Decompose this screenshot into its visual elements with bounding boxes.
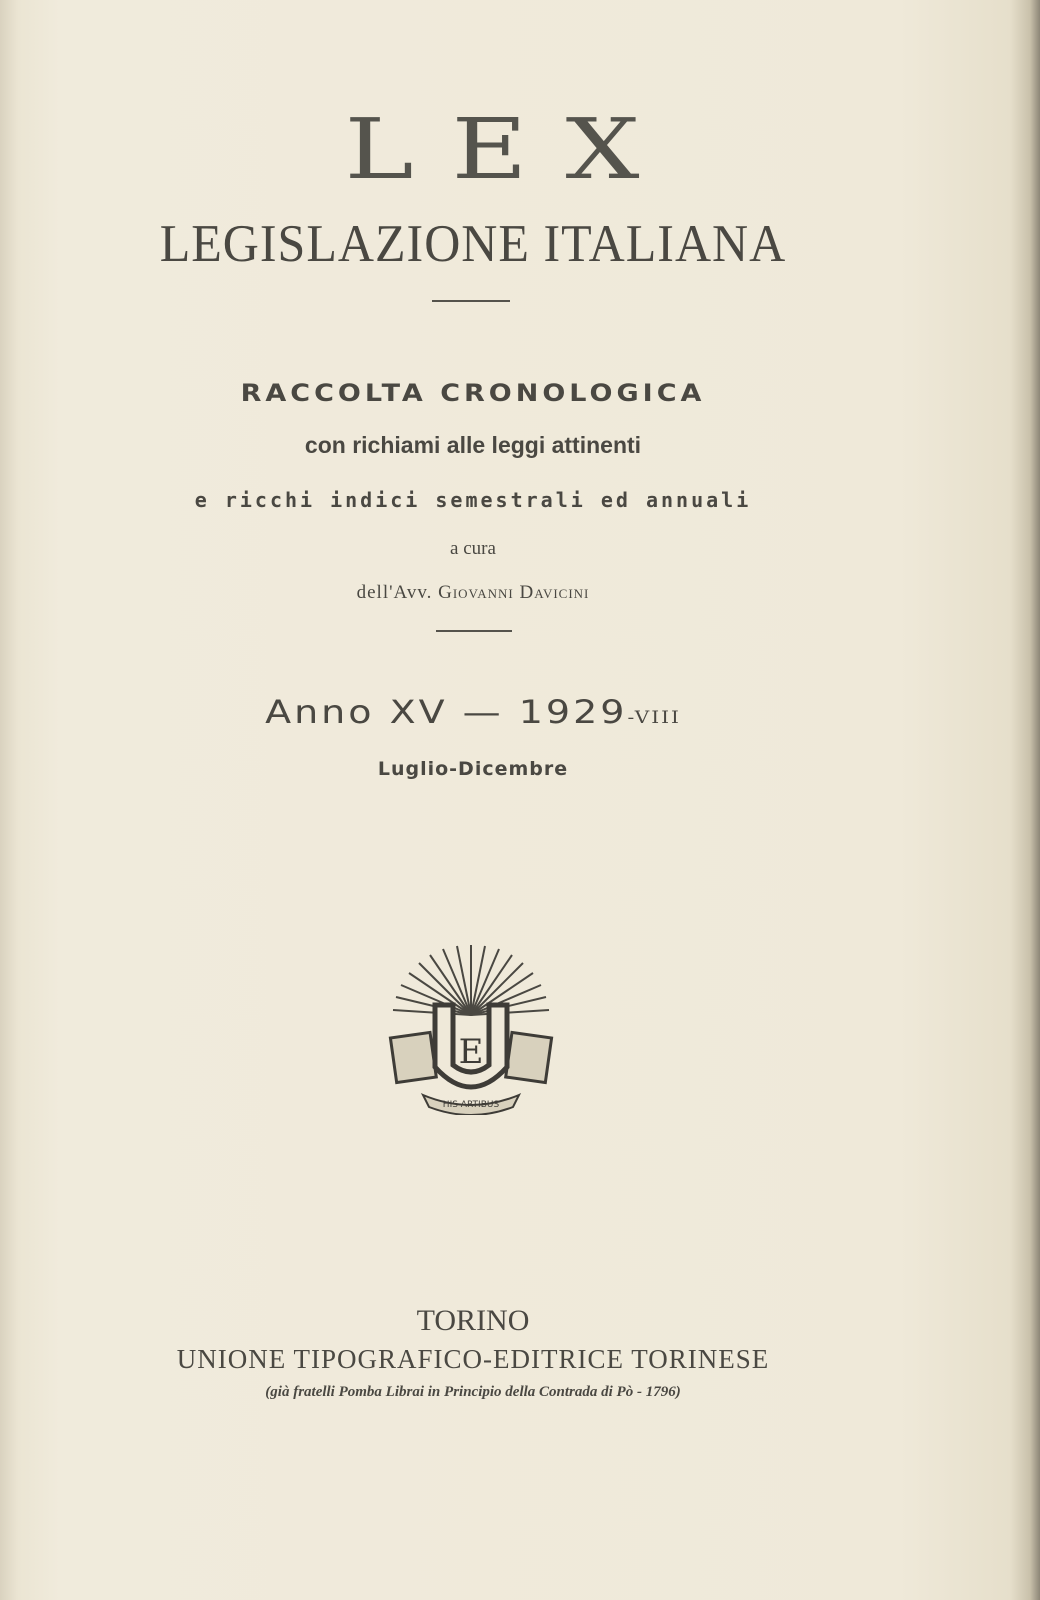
volume-year: Anno XV — 1929: [265, 693, 628, 731]
description-line-1: con richiami alle leggi attinenti: [304, 432, 642, 458]
editor-prefix: a cura: [450, 538, 496, 559]
divider: [432, 300, 510, 302]
emblem-motto: HIS ARTIBUS: [442, 1100, 500, 1110]
editor-name: Giovanni Davicini: [438, 582, 590, 603]
volume-era: -VIII: [627, 706, 681, 728]
divider: [436, 630, 512, 632]
publisher-name: UNIONE TIPOGRAFICO-EDITRICE TORINESE: [176, 1344, 770, 1374]
volume: [0, 693, 946, 730]
collection-title: RACCOLTA CRONOLOGICA: [240, 379, 706, 408]
publisher-note: (già fratelli Pomba Librai in Principio della Contrada di Pò - 1796): [265, 1384, 681, 1400]
editor-title: dell'Avv.: [356, 582, 433, 603]
publisher-city: TORINO: [416, 1304, 530, 1337]
publisher-emblem-icon: [383, 935, 559, 1115]
title: LEX: [344, 100, 678, 198]
description-line-2: e ricchi indici semestrali ed annuali: [194, 488, 752, 512]
editor: [0, 582, 946, 604]
svg-text:E: E: [458, 1032, 484, 1072]
subtitle: LEGISLAZIONE ITALIANA: [159, 213, 787, 273]
period: Luglio-Dicembre: [377, 758, 569, 780]
